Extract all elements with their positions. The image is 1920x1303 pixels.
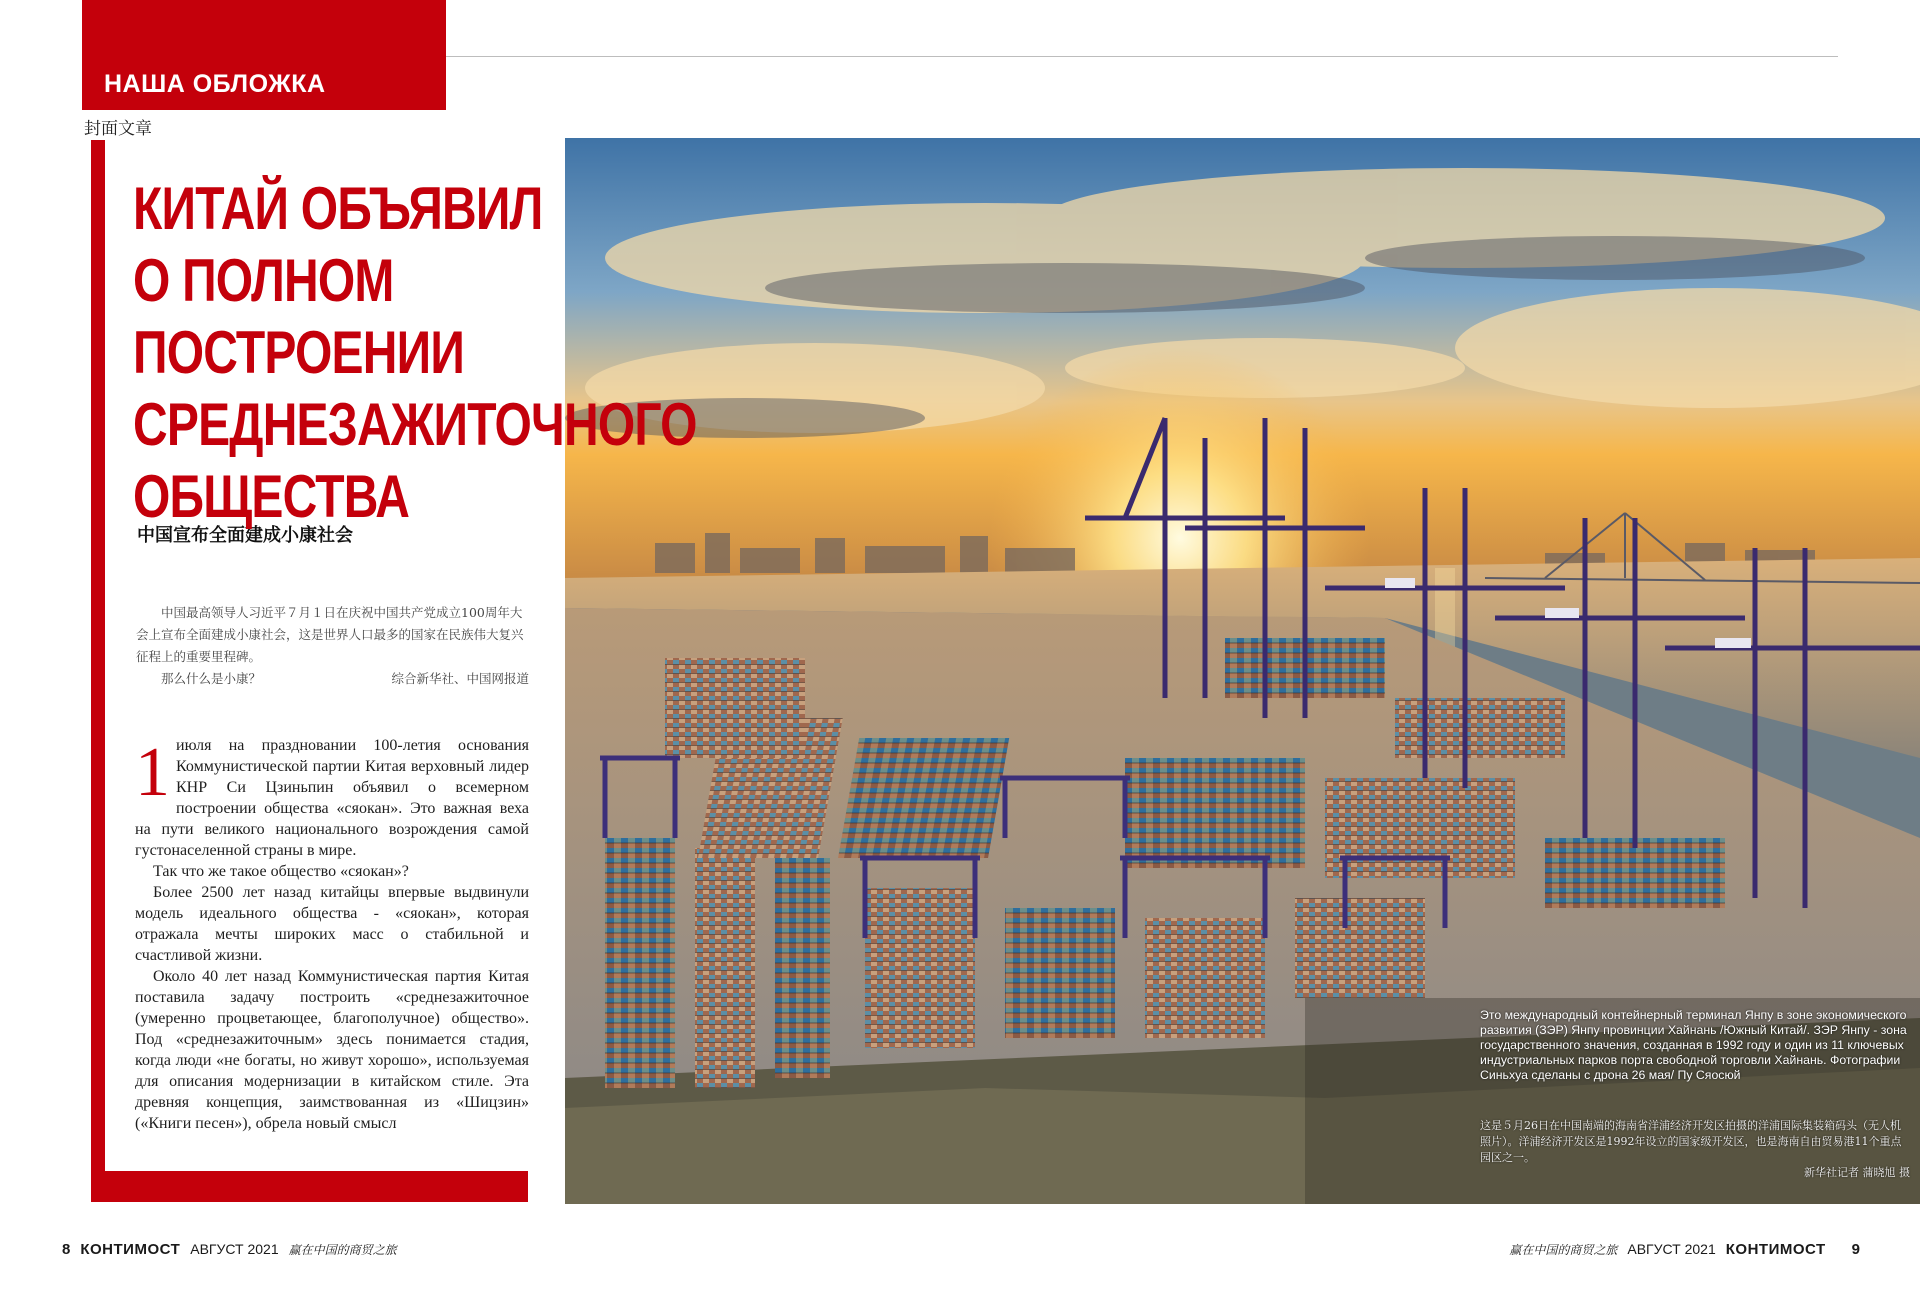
lead-zh-question: 那么什么是小康？ xyxy=(161,671,262,686)
magazine-name-left: КОНТИМОСТ xyxy=(80,1241,181,1258)
footer-left xyxy=(62,1241,397,1258)
drop-cap: 1 xyxy=(135,734,170,811)
port-photo xyxy=(565,138,1920,1204)
headline-subtitle-zh: 中国宣布全面建成小康社会 xyxy=(137,525,353,546)
footer-right xyxy=(1509,1241,1860,1258)
red-frame-left xyxy=(91,140,105,1202)
headline xyxy=(133,173,697,533)
headline-line: ОБЩЕСТВА xyxy=(133,463,410,530)
lead-zh xyxy=(136,602,529,690)
headline-line: СРЕДНЕЗАЖИТОЧНОГО xyxy=(133,391,697,458)
slogan-right-zh: 赢在中国的商贸之旅 xyxy=(1509,1243,1618,1257)
body-paragraph: июля на праздновании 100-летия основания Коммунистической партии Китая верховный лидер КНР Си Цзиньпин объявил о всемерном построении общества «сяокан». Это важная веха на пути великого национального возрождения самой густонаселенной страны в мире. xyxy=(135,737,529,859)
page-number-left: 8 xyxy=(62,1241,71,1258)
slogan-left-zh: 赢在中国的商贸之旅 xyxy=(288,1243,397,1257)
headline-line: О ПОЛНОМ xyxy=(133,247,394,314)
article-body xyxy=(135,735,529,1134)
page-number-right: 9 xyxy=(1851,1241,1860,1258)
section-subtitle-zh: 封面文章 xyxy=(84,119,152,139)
photo-credit-zh: 新华社记者 蒲晓旭 摄 xyxy=(1804,1166,1910,1179)
headline-line: ПОСТРОЕНИИ xyxy=(133,319,465,386)
body-paragraph: Так что же такое общество «сяокан»? xyxy=(153,863,409,880)
lead-zh-source: 综合新华社、中国网报道 xyxy=(391,671,529,686)
issue-date-right: АВГУСТ 2021 xyxy=(1627,1241,1716,1257)
photo-caption-ru: Это международный контейнерный терминал Янпу в зоне экономического развития (ЗЭР) Янпу провинции Хайнань /Южный Китай/. ЗЭР Янпу - зона государственного значения, созданная в 1992 году и один из 11 ключевых индустриальных парков порта свободной торговли Хайнань. Фотографии Синьхуа сделаны с дрона 26 мая/ Пу Сяоcюй xyxy=(1480,1008,1907,1082)
body-paragraph: Около 40 лет назад Коммунистическая партия Китая поставила задачу построить «среднезажиточное (умеренно процветающее, благополучное) общество». Под «среднезажиточным» здесь понимается стадия, когда люди «не богаты, но живут хорошо», используемая для описания модернизации в китайском стиле. Эта древняя концепция, заимствованная из «Шицзин» («Книги песен»), обрела новый смысл xyxy=(135,968,529,1132)
red-frame-bottom xyxy=(91,1171,528,1202)
body-paragraph: Более 2500 лет назад китайцы впервые выдвинули модель идеального общества - «сяокан», которая отражала мечты широких масс о стабильной и счастливой жизни. xyxy=(135,884,529,964)
top-divider xyxy=(446,56,1838,57)
issue-date-left: АВГУСТ 2021 xyxy=(190,1241,279,1257)
lead-zh-text: 中国最高领导人习近平７月１日在庆祝中国共产党成立100周年大会上宣布全面建成小康社会，这是世界人口最多的国家在民族伟大复兴征程上的重要里程碑。 xyxy=(136,605,524,664)
section-title: НАША ОБЛОЖКА xyxy=(104,70,326,98)
headline-line: КИТАЙ ОБЪЯВИЛ xyxy=(133,175,543,242)
magazine-name-right: КОНТИМОСТ xyxy=(1725,1241,1826,1258)
photo-caption-zh: 这是５月26日在中国南端的海南省洋浦经济开发区拍摄的洋浦国际集装箱码头（无人机照片）。洋浦经济开发区是1992年设立的国家级开发区，也是海南自由贸易港11个重点园区之一。 xyxy=(1480,1119,1902,1164)
section-header-bar xyxy=(82,0,446,110)
